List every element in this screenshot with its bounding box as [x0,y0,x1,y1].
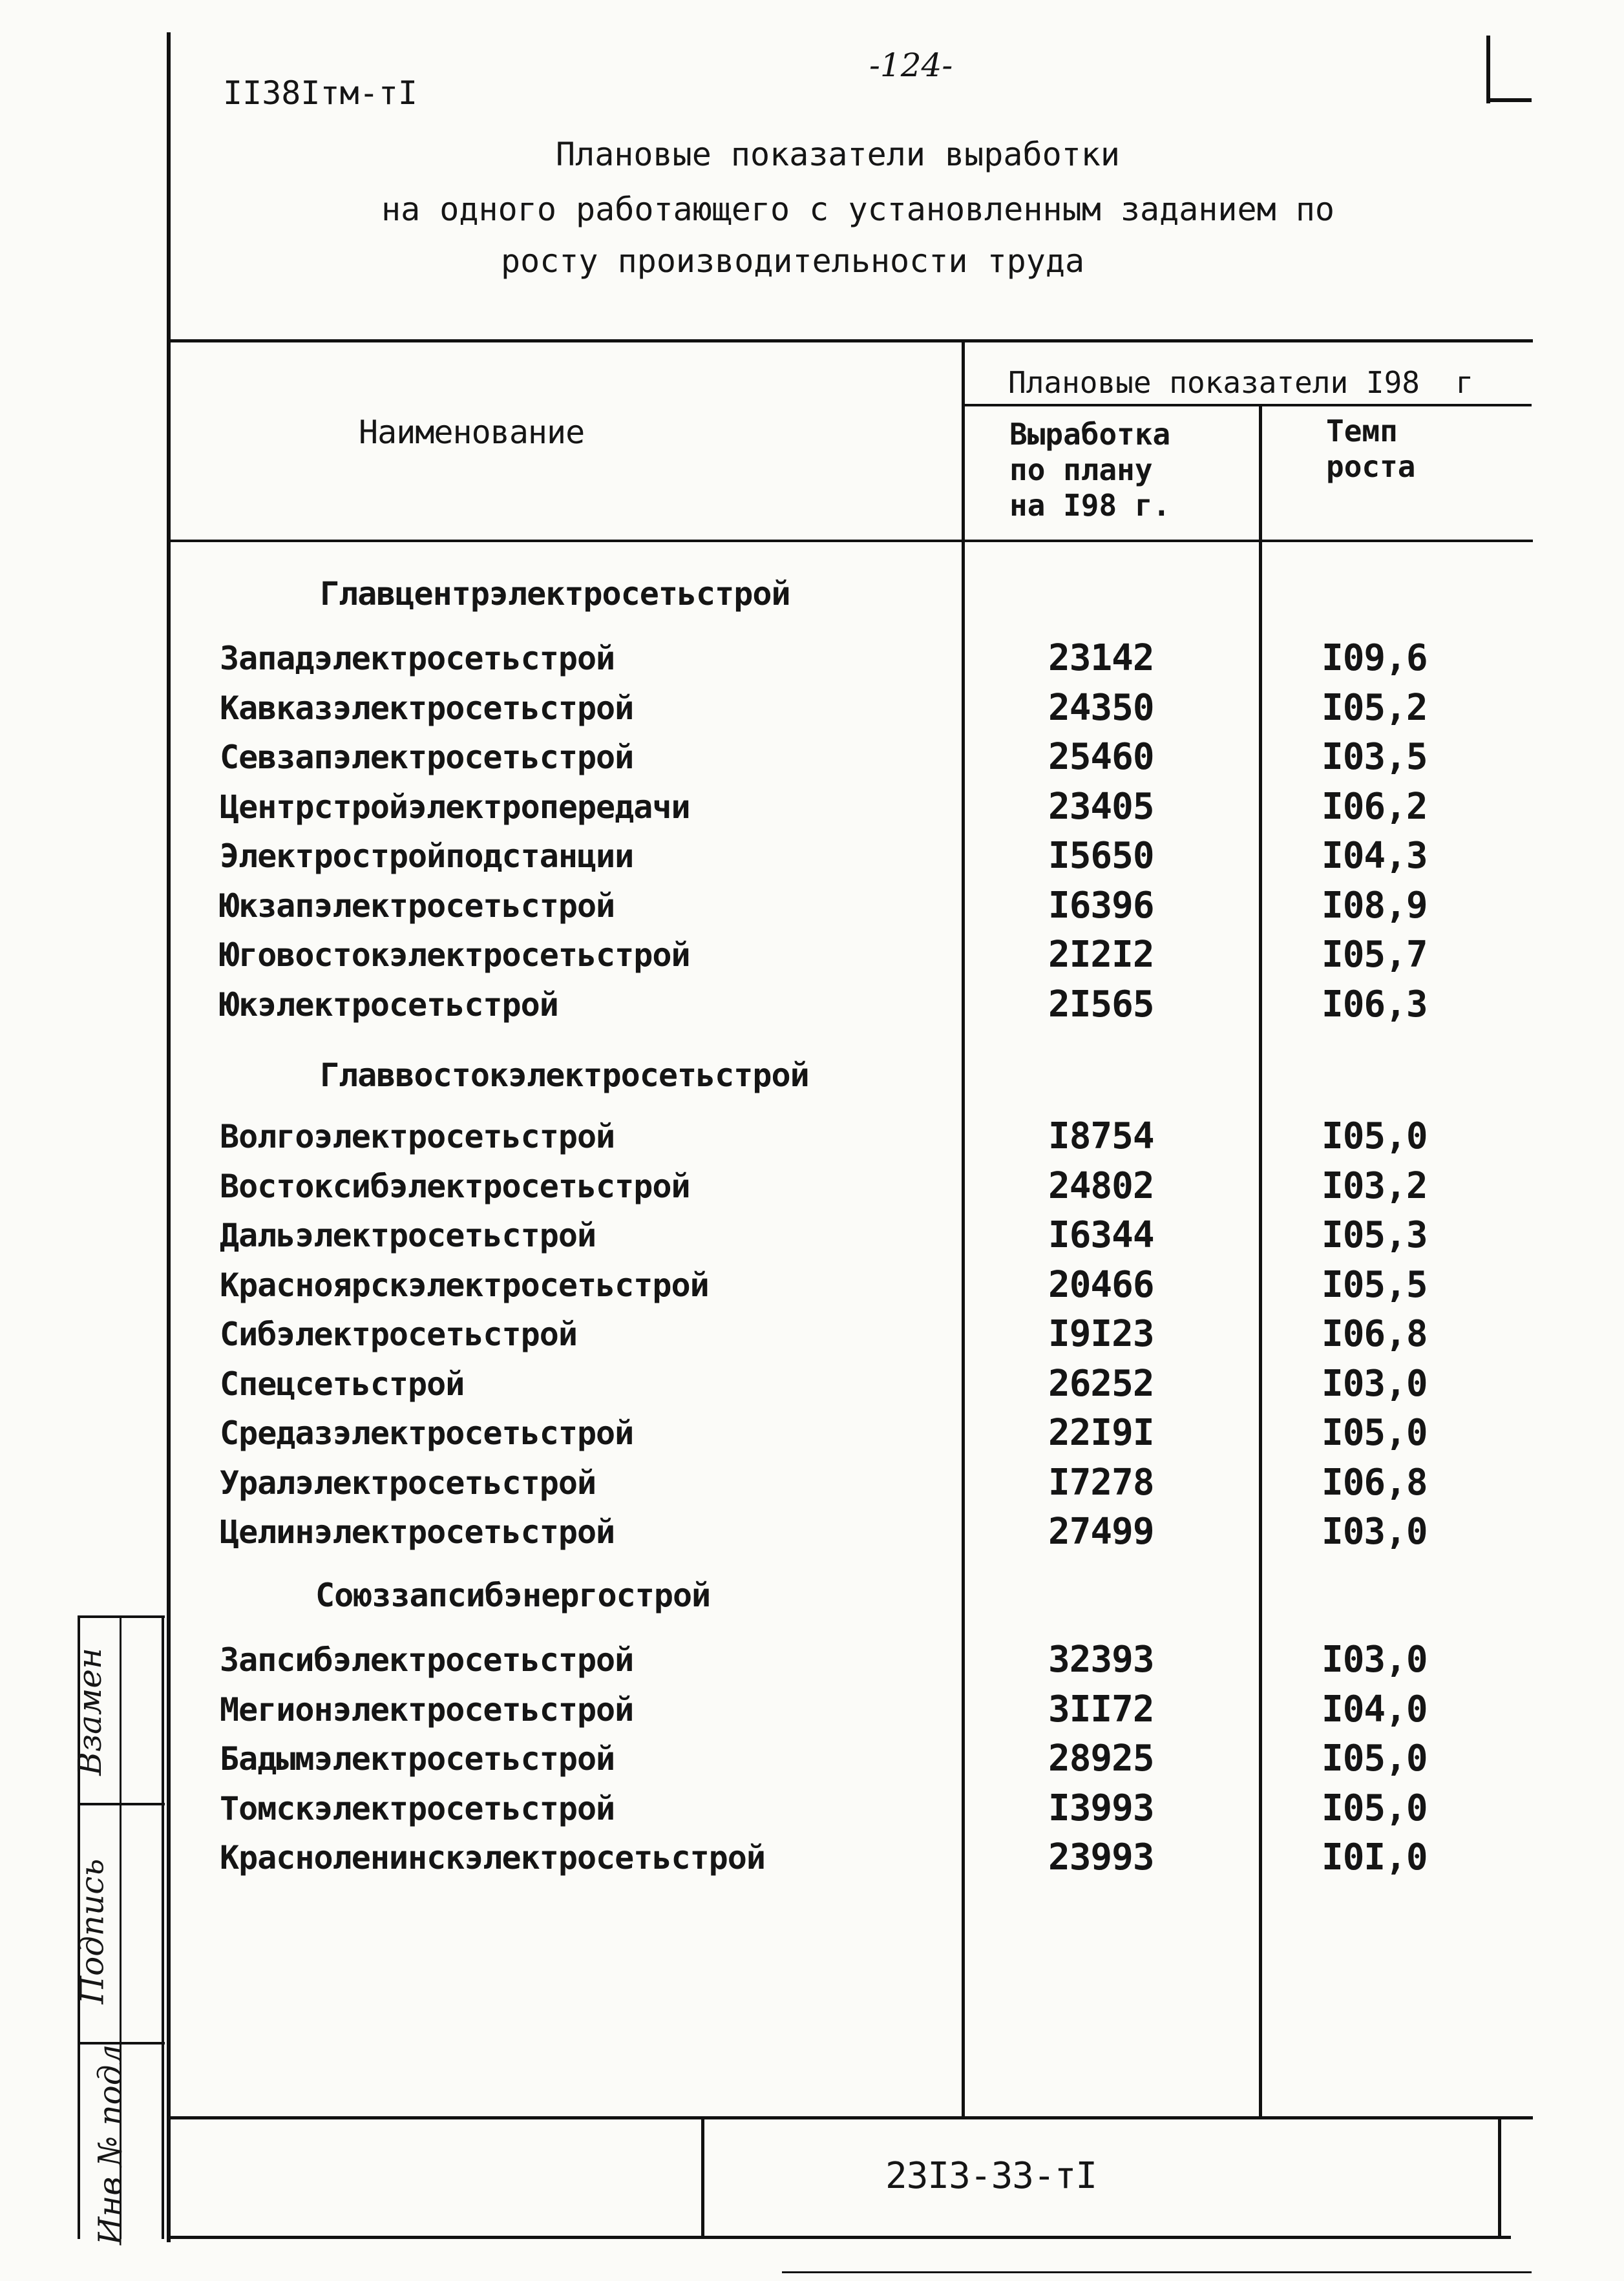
row-rate: I05,0 [1322,1738,1428,1780]
row-output: 26252 [1048,1362,1154,1405]
column-header-name: Наименование [359,414,585,451]
row-rate: I04,3 [1322,835,1428,877]
row-output: 22I9I [1048,1412,1154,1454]
side-stamp-label-signature: Подпись [73,1858,111,2004]
row-name: Сибэлектросетьстрой [220,1316,577,1353]
output-header-line-1: Выработка [1009,417,1171,452]
group-title: Главцентрэлектросетьстрой [320,575,790,613]
row-rate: I05,3 [1322,1214,1428,1256]
stamp-code: 23I3-33-тI [885,2155,1097,2197]
side-stamp-row-1 [78,1803,165,1805]
title-line-2: на одного работающего с установленным заданием по [381,191,1335,228]
row-rate: I04,0 [1322,1688,1428,1730]
row-output: 23142 [1048,637,1154,679]
stamp-right-divider [1498,2116,1501,2239]
corner-mark-vertical [1486,36,1490,103]
row-rate: I03,0 [1322,1511,1428,1553]
group-header-underline [963,404,1532,406]
row-output: 32393 [1048,1639,1154,1681]
column-group-header: Плановые показатели I98 г [1008,365,1474,400]
row-output: 20466 [1048,1263,1154,1306]
header-separator [169,540,1533,542]
row-output: I8754 [1048,1115,1154,1157]
output-header-line-3: на I98 г. [1009,488,1171,523]
frame-bottom-border [167,2236,1511,2239]
row-rate: I05,0 [1322,1412,1428,1454]
title-line-1: Плановые показатели выработки [556,136,1120,173]
row-name: Волгоэлектросетьстрой [220,1118,615,1155]
row-name: Запсибэлектросетьстрой [220,1641,634,1679]
stamp-divider [701,2116,704,2239]
side-stamp-label-inventory: Инв № подл [91,2044,129,2245]
row-name: Востоксибэлектросетьстрой [220,1167,690,1205]
group-title: Главвостокэлектросетьстрой [320,1056,809,1094]
row-rate: I06,3 [1322,983,1428,1025]
row-rate: I03,0 [1322,1639,1428,1681]
row-rate: I05,5 [1322,1263,1428,1306]
row-output: 23993 [1048,1836,1154,1878]
row-rate: I05,0 [1322,1115,1428,1157]
row-rate: I05,2 [1322,686,1428,729]
row-output: 23405 [1048,785,1154,828]
corner-mark-horizontal [1486,98,1532,102]
row-output: 24802 [1048,1164,1154,1207]
row-output: 28925 [1048,1738,1154,1780]
row-output: I6396 [1048,884,1154,927]
row-name: Юкзапэлектросетьстрой [220,887,615,925]
row-rate: I05,7 [1322,934,1428,976]
row-output: 27499 [1048,1511,1154,1553]
column-divider-1 [962,339,965,2116]
row-output: 2I565 [1048,983,1154,1025]
row-name: Кавказэлектросетьстрой [220,689,634,727]
row-name: Западэлектросетьстрой [220,640,615,677]
group-title: Союззапсибэнергострой [315,1577,711,1614]
row-rate: I05,0 [1322,1787,1428,1829]
bottom-stray-line [782,2271,1532,2273]
output-header-line-2: по плану [1009,452,1153,487]
row-rate: I03,2 [1322,1164,1428,1207]
doc-code: II38Iтм-тI [223,74,418,112]
stamp-top-border [169,2116,1533,2119]
frame-left-border [167,32,171,2242]
row-rate: I06,2 [1322,785,1428,828]
row-name: Мегионэлектросетьстрой [220,1690,634,1729]
side-stamp-label-replace: Взамен [70,1648,109,1776]
row-name: Красноярскэлектросетьстрой [220,1266,709,1304]
rate-header-line-1: Темп [1326,414,1398,448]
row-rate: I06,8 [1322,1461,1428,1504]
table-top-border [169,339,1533,342]
row-name: Бадымэлектросетьстрой [220,1740,615,1778]
row-output: 25460 [1048,736,1154,778]
row-rate: I09,6 [1322,637,1428,679]
row-output: I7278 [1048,1461,1154,1504]
row-rate: I03,0 [1322,1362,1428,1405]
row-rate: I03,5 [1322,736,1428,778]
row-name: Юкэлектросетьстрой [220,985,558,1024]
row-name: Целинэлектросетьстрой [220,1513,615,1551]
row-output: I3993 [1048,1787,1154,1829]
row-name: Дальэлектросетьстрой [220,1217,596,1254]
row-name: Юговостокэлектросетьстрой [220,936,690,974]
row-name: Спецсетьстрой [220,1365,465,1403]
row-name: Центрстройэлектропередачи [220,788,690,826]
side-stamp-right-border [162,1615,164,2239]
row-name: Уралэлектросетьстрой [220,1464,596,1502]
title-line-3: росту производительности труда [501,242,1085,280]
row-rate: I08,9 [1322,884,1428,927]
row-output: 2I2I2 [1048,934,1154,976]
row-rate: I06,8 [1322,1313,1428,1355]
row-output: I6344 [1048,1214,1154,1256]
row-name: Томскэлектросетьстрой [220,1789,615,1827]
row-rate: I0I,0 [1322,1836,1428,1878]
row-name: Красноленинскэлектросетьстрой [220,1839,765,1876]
row-output: I9I23 [1048,1313,1154,1355]
row-output: 3II72 [1048,1688,1154,1730]
rate-header-line-2: роста [1326,449,1416,484]
page-number: -124- [869,47,953,84]
column-divider-2 [1259,406,1262,2118]
row-name: Средазэлектросетьстрой [220,1414,634,1452]
row-name: Севзапэлектросетьстрой [220,739,634,776]
row-output: 24350 [1048,686,1154,729]
row-name: Электростройподстанции [220,837,634,875]
row-output: I5650 [1048,835,1154,877]
